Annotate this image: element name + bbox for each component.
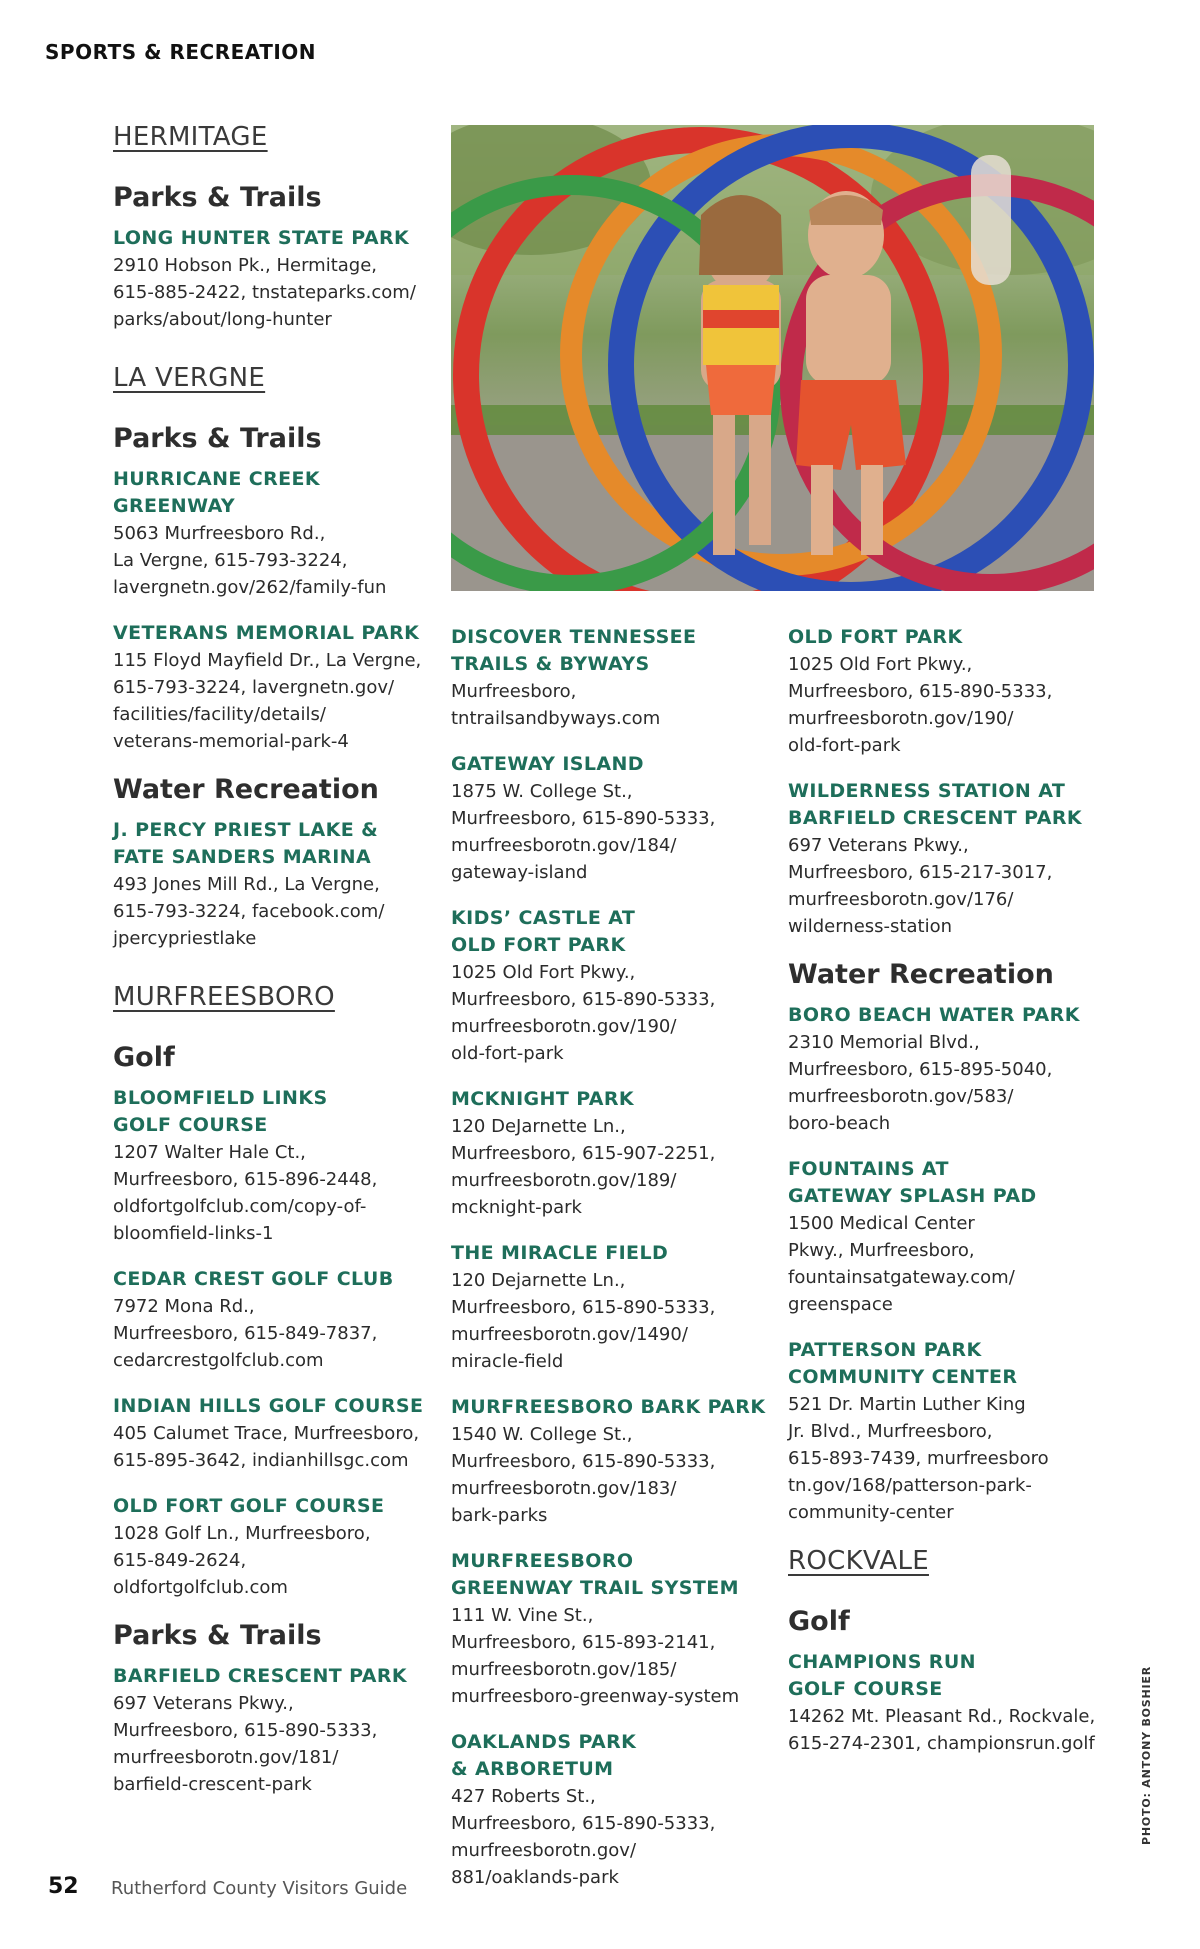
listing-details: 697 Veterans Pkwy., Murfreesboro, 615-890-5333, murfreesborotn.gov/181/ barfield-crescent-park	[113, 1693, 378, 1795]
listing-details: 1025 Old Fort Pkwy., Murfreesboro, 615-890-5333, murfreesborotn.gov/190/ old-fort-park	[451, 962, 716, 1064]
listing-name: FOUNTAINS AT GATEWAY SPLASH PAD	[788, 1158, 1037, 1207]
listing-name: THE MIRACLE FIELD	[451, 1242, 669, 1264]
listing-details: 1207 Walter Hale Ct., Murfreesboro, 615-896-2448, oldfortgolfclub.com/copy-of- bloomfield-links-1	[113, 1142, 378, 1244]
listing-details: 2310 Memorial Blvd., Murfreesboro, 615-895-5040, murfreesborotn.gov/583/ boro-beach	[788, 1032, 1053, 1134]
listing-entry	[113, 1663, 443, 1798]
listing-entry	[113, 1085, 443, 1247]
listing-details: 111 W. Vine St., Murfreesboro, 615-893-2141, murfreesborotn.gov/185/ murfreesboro-greenway-system	[451, 1605, 740, 1707]
section-tag: SPORTS & RECREATION	[45, 40, 317, 64]
category-heading: Water Recreation	[788, 959, 1054, 990]
listing-details: 14262 Mt. Pleasant Rd., Rockvale, 615-274-2301, championsrun.golf	[788, 1706, 1096, 1754]
listing-name: INDIAN HILLS GOLF COURSE	[113, 1395, 424, 1417]
listing-entry	[788, 624, 1118, 759]
listing-name: J. PERCY PRIEST LAKE & FATE SANDERS MARINA	[113, 819, 379, 868]
category-heading: Golf	[113, 1042, 175, 1073]
listing-entry	[451, 624, 786, 732]
town-heading-hermitage: HERMITAGE	[113, 122, 268, 152]
listing-details: 5063 Murfreesboro Rd., La Vergne, 615-793-3224, lavergnetn.gov/262/family-fun	[113, 523, 387, 598]
listing-entry	[788, 778, 1118, 940]
listing-name: LONG HUNTER STATE PARK	[113, 227, 410, 249]
category-heading: Golf	[788, 1606, 850, 1637]
listing-entry	[451, 905, 786, 1067]
town-heading-la-vergne: LA VERGNE	[113, 363, 266, 393]
listing-name: MURFREESBORO GREENWAY TRAIL SYSTEM	[451, 1550, 739, 1599]
listing-name: OLD FORT GOLF COURSE	[113, 1495, 385, 1517]
listing-entry	[788, 1002, 1118, 1137]
column-right	[788, 624, 1118, 1776]
listing-details: 1500 Medical Center Pkwy., Murfreesboro, fountainsatgateway.com/ greenspace	[788, 1213, 1015, 1315]
listing-entry	[451, 1729, 786, 1891]
listing-details: 120 DeJarnette Ln., Murfreesboro, 615-907-2251, murfreesborotn.gov/189/ mcknight-park	[451, 1116, 716, 1218]
listing-details: 120 Dejarnette Ln., Murfreesboro, 615-890-5333, murfreesborotn.gov/1490/ miracle-field	[451, 1270, 716, 1372]
town-heading-rockvale: ROCKVALE	[788, 1546, 929, 1576]
listing-name: BARFIELD CRESCENT PARK	[113, 1665, 408, 1687]
listing-name: MCKNIGHT PARK	[451, 1088, 635, 1110]
listing-details: 405 Calumet Trace, Murfreesboro, 615-895-3642, indianhillsgc.com	[113, 1423, 420, 1471]
listing-details: 427 Roberts St., Murfreesboro, 615-890-5333, murfreesborotn.gov/ 881/oaklands-park	[451, 1786, 716, 1888]
category-heading: Parks & Trails	[113, 182, 322, 213]
listing-name: BORO BEACH WATER PARK	[788, 1004, 1080, 1026]
listing-name: CHAMPIONS RUN GOLF COURSE	[788, 1651, 976, 1700]
listing-entry	[113, 1493, 443, 1601]
listing-name: WILDERNESS STATION AT BARFIELD CRESCENT PARK	[788, 780, 1083, 829]
listing-entry	[788, 1649, 1118, 1757]
listing-entry	[788, 1337, 1118, 1526]
listing-entry	[113, 620, 443, 755]
listing-name: OLD FORT PARK	[788, 626, 963, 648]
listing-name: BLOOMFIELD LINKS GOLF COURSE	[113, 1087, 328, 1136]
listing-name: GATEWAY ISLAND	[451, 753, 644, 775]
listing-details: 7972 Mona Rd., Murfreesboro, 615-849-7837, cedarcrestgolfclub.com	[113, 1296, 378, 1371]
listing-details: 493 Jones Mill Rd., La Vergne, 615-793-3224, facebook.com/ jpercypriestlake	[113, 874, 385, 949]
listing-details: Murfreesboro, tntrailsandbyways.com	[451, 681, 661, 729]
listing-name: OAKLANDS PARK & ARBORETUM	[451, 1731, 637, 1780]
listing-name: PATTERSON PARK COMMUNITY CENTER	[788, 1339, 1018, 1388]
listing-entry	[113, 817, 443, 952]
column-left	[113, 118, 443, 1817]
listing-name: VETERANS MEMORIAL PARK	[113, 622, 420, 644]
listing-entry	[451, 1394, 786, 1529]
listing-entry	[788, 1156, 1118, 1318]
listing-entry	[113, 1393, 443, 1474]
listing-entry	[451, 1240, 786, 1375]
town-heading-murfreesboro: MURFREESBORO	[113, 982, 335, 1012]
listing-name: DISCOVER TENNESSEE TRAILS & BYWAYS	[451, 626, 697, 675]
listing-details: 1875 W. College St., Murfreesboro, 615-890-5333, murfreesborotn.gov/184/ gateway-island	[451, 781, 716, 883]
listing-details: 1028 Golf Ln., Murfreesboro, 615-849-2624, oldfortgolfclub.com	[113, 1523, 371, 1598]
listing-details: 1540 W. College St., Murfreesboro, 615-890-5333, murfreesborotn.gov/183/ bark-parks	[451, 1424, 716, 1526]
listing-entry	[451, 1086, 786, 1221]
listing-details: 115 Floyd Mayfield Dr., La Vergne, 615-793-3224, lavergnetn.gov/ facilities/facility/details/ veterans-memorial-park-4	[113, 650, 422, 752]
listing-entry	[113, 225, 443, 333]
listing-entry	[451, 1548, 786, 1710]
listing-name: CEDAR CREST GOLF CLUB	[113, 1268, 394, 1290]
publication-title: Rutherford County Visitors Guide	[111, 1878, 408, 1899]
listing-entry	[113, 466, 443, 601]
listing-name: KIDS’ CASTLE AT OLD FORT PARK	[451, 907, 636, 956]
listing-details: 697 Veterans Pkwy., Murfreesboro, 615-217-3017, murfreesborotn.gov/176/ wilderness-station	[788, 835, 1053, 937]
listing-name: HURRICANE CREEK GREENWAY	[113, 468, 321, 517]
splash-pad-photo	[451, 125, 1094, 591]
photo-credit: PHOTO: ANTONY BOSHIER	[1140, 1665, 1153, 1845]
listing-name: MURFREESBORO BARK PARK	[451, 1396, 766, 1418]
listing-details: 2910 Hobson Pk., Hermitage, 615-885-2422, tnstateparks.com/ parks/about/long-hunter	[113, 255, 416, 330]
category-heading: Parks & Trails	[113, 423, 322, 454]
listing-details: 521 Dr. Martin Luther King Jr. Blvd., Murfreesboro, 615-893-7439, murfreesboro tn.gov/168/patterson-park- community-center	[788, 1394, 1049, 1523]
listing-entry	[451, 751, 786, 886]
page-number: 52	[48, 1874, 79, 1899]
listing-details: 1025 Old Fort Pkwy., Murfreesboro, 615-890-5333, murfreesborotn.gov/190/ old-fort-park	[788, 654, 1053, 756]
column-middle	[451, 624, 786, 1910]
listing-entry	[113, 1266, 443, 1374]
category-heading: Parks & Trails	[113, 1620, 322, 1651]
category-heading: Water Recreation	[113, 774, 379, 805]
